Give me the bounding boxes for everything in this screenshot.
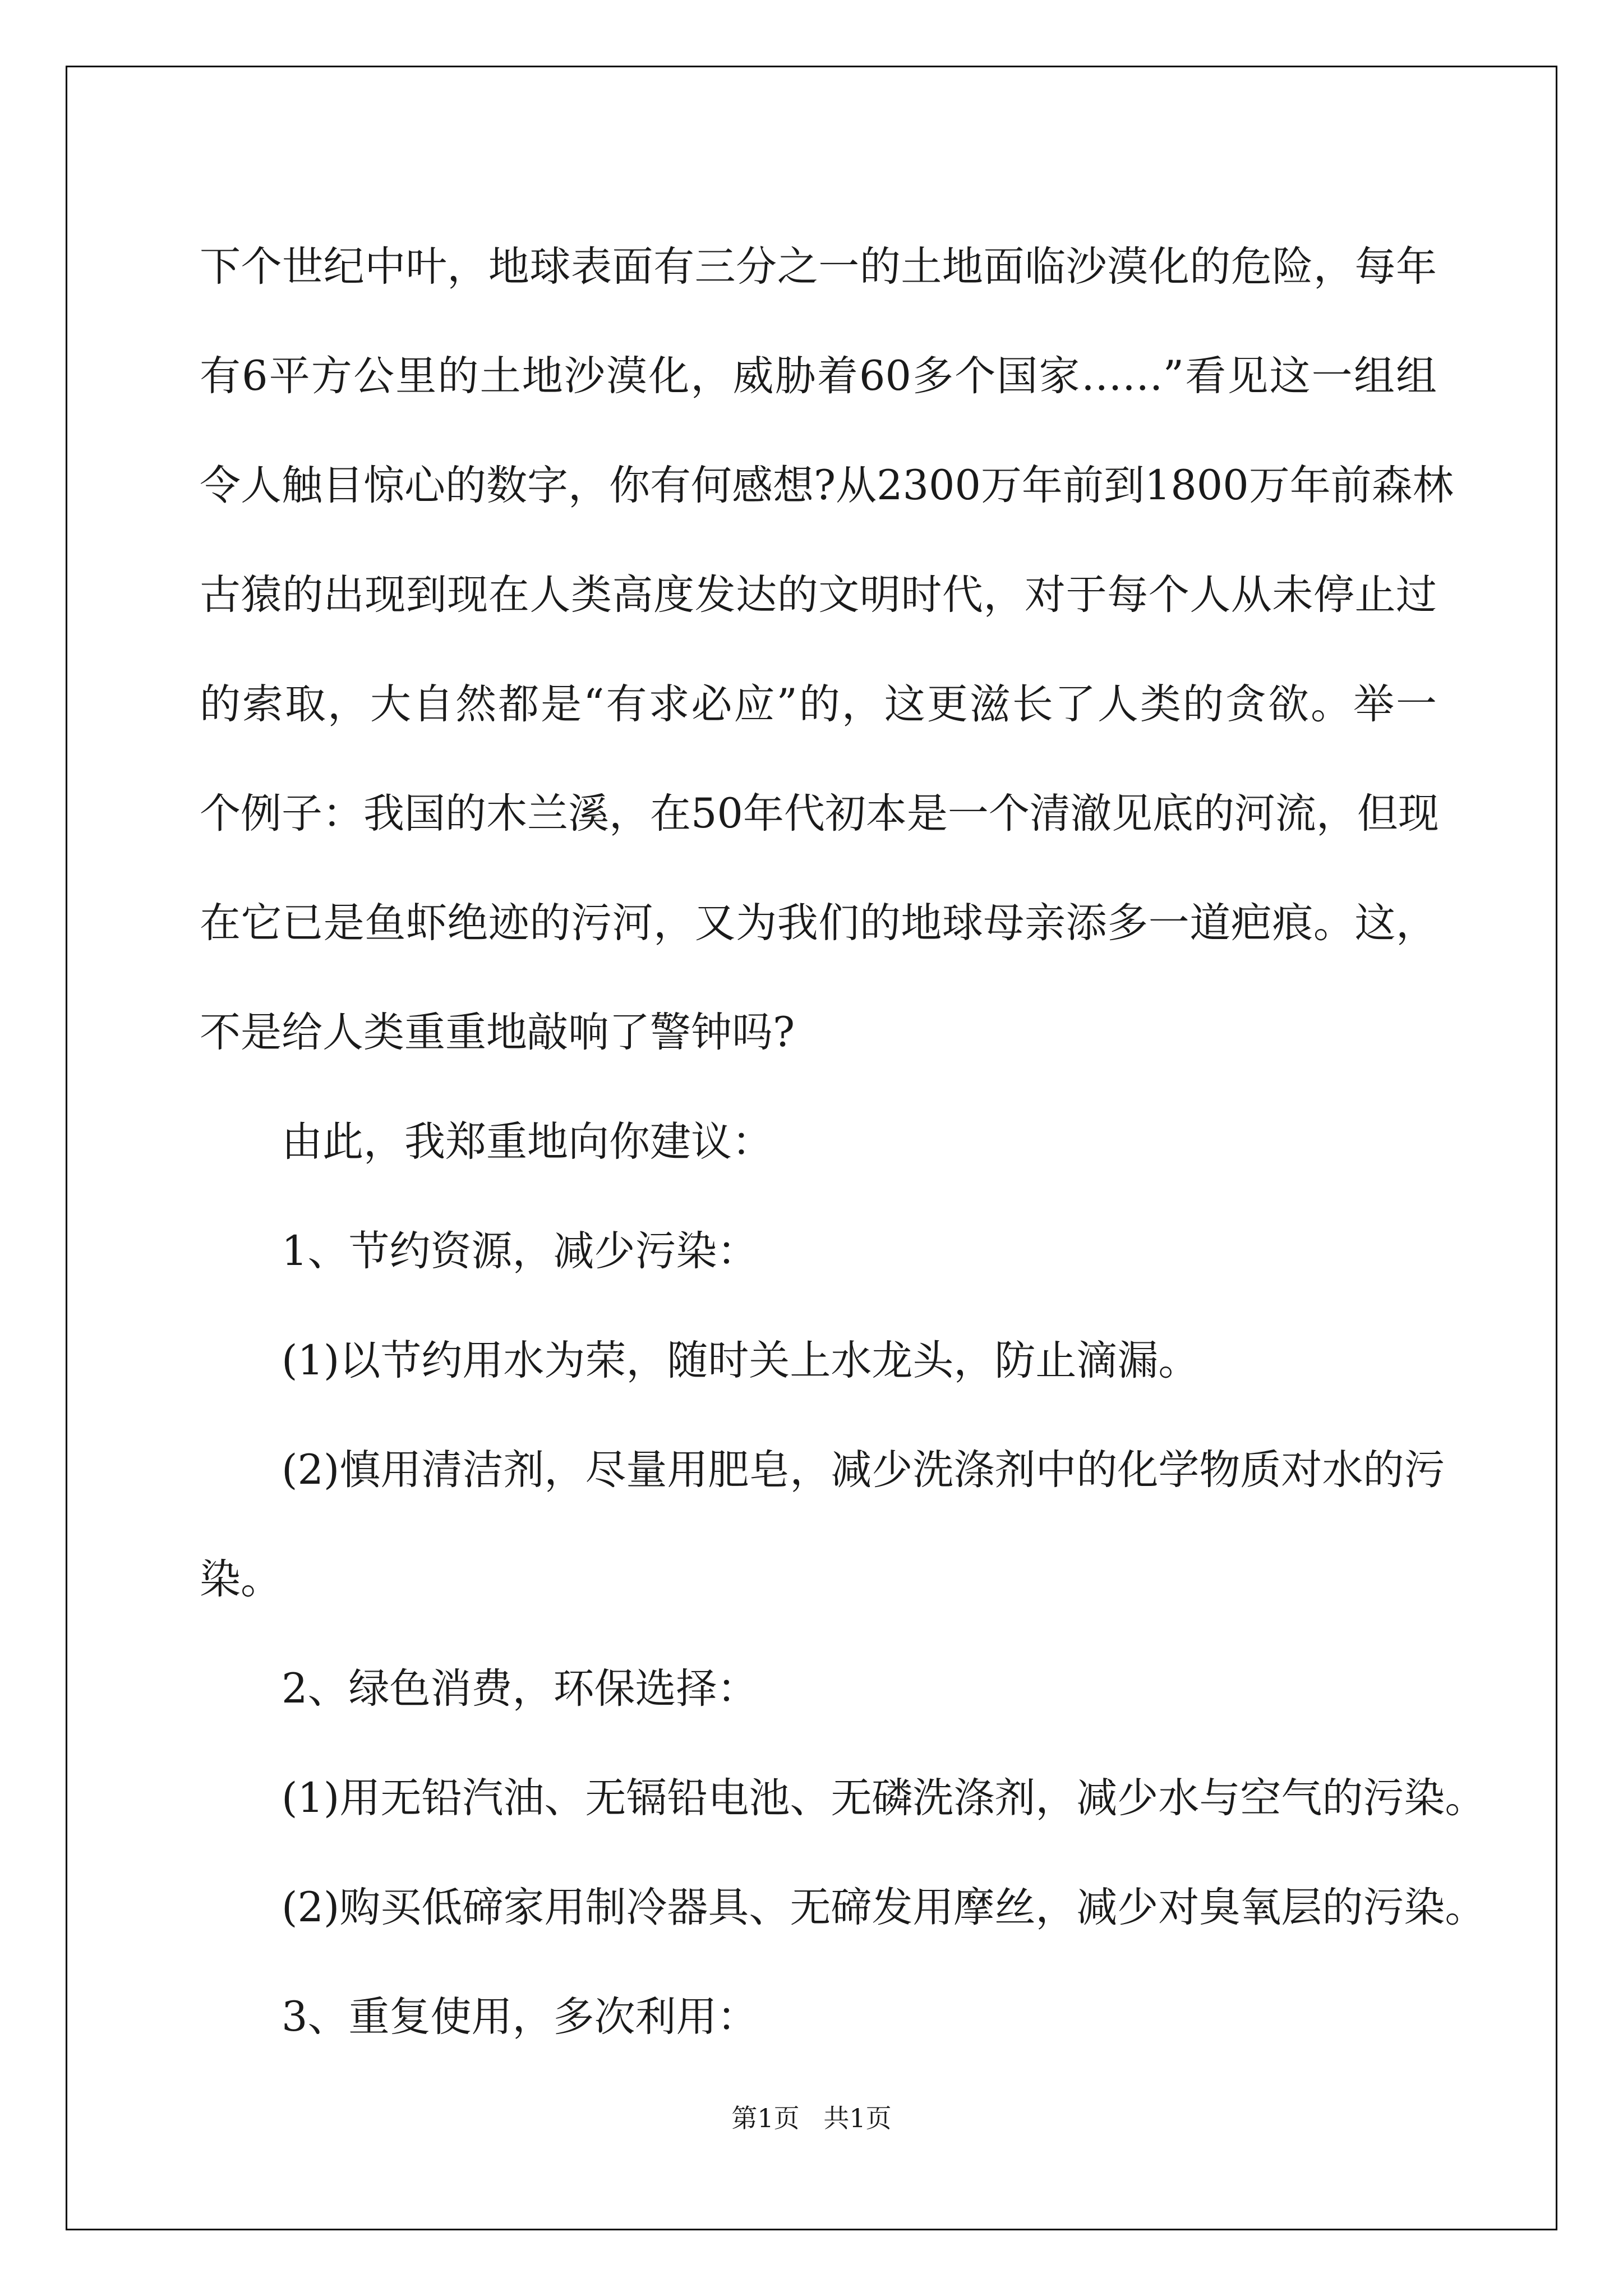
list-item-continuation: 染。	[200, 1556, 282, 1603]
body-line: 在它已是鱼虾绝迹的污河，又为我们的地球母亲添多一道疤痕。这，	[200, 899, 1437, 947]
heading-item-1: 1、节约资源，减少污染：	[282, 1227, 758, 1275]
page-footer	[0, 2098, 1623, 2135]
list-item: (2)慎用清洁剂，尽量用肥皂，减少洗涤剂中的化学物质对水的污	[282, 1446, 1445, 1494]
heading-item-3: 3、重复使用，多次利用：	[282, 1993, 758, 2041]
list-item: (1)以节约用水为荣，随时关上水龙头，防止滴漏。	[282, 1337, 1200, 1384]
body-line: 个例子：我国的木兰溪，在50年代初本是一个清澈见底的河流，但现	[200, 790, 1439, 838]
list-item: (1)用无铅汽油、无镉铅电池、无磷洗涤剂，减少水与空气的污染。	[282, 1774, 1486, 1822]
paragraph-proposal-intro: 由此，我郑重地向你建议：	[282, 1118, 773, 1166]
body-line: 的索取，大自然都是“有求必应”的，这更滋长了人类的贪欲。举一	[200, 680, 1437, 728]
body-line: 有6平方公里的土地沙漠化，威胁着60多个国家……”看见这一组组	[200, 352, 1437, 400]
page-total: 共1页	[823, 2103, 892, 2133]
body-line: 下个世纪中叶，地球表面有三分之一的土地面临沙漠化的危险，每年	[200, 243, 1437, 291]
body-line: 令人触目惊心的数字，你有何感想?从2300万年前到1800万年前森林	[200, 462, 1454, 509]
heading-item-2: 2、绿色消费，环保选择：	[282, 1665, 758, 1713]
page-number: 第1页	[731, 2103, 800, 2133]
document-body	[200, 212, 1486, 2072]
body-line: 不是给人类重重地敲响了警钟吗?	[200, 1009, 795, 1056]
list-item: (2)购买低碲家用制冷器具、无碲发用摩丝，减少对臭氧层的污染。	[282, 1884, 1486, 1931]
body-line: 古猿的出现到现在人类高度发达的文明时代，对于每个人从未停止过	[200, 571, 1437, 619]
